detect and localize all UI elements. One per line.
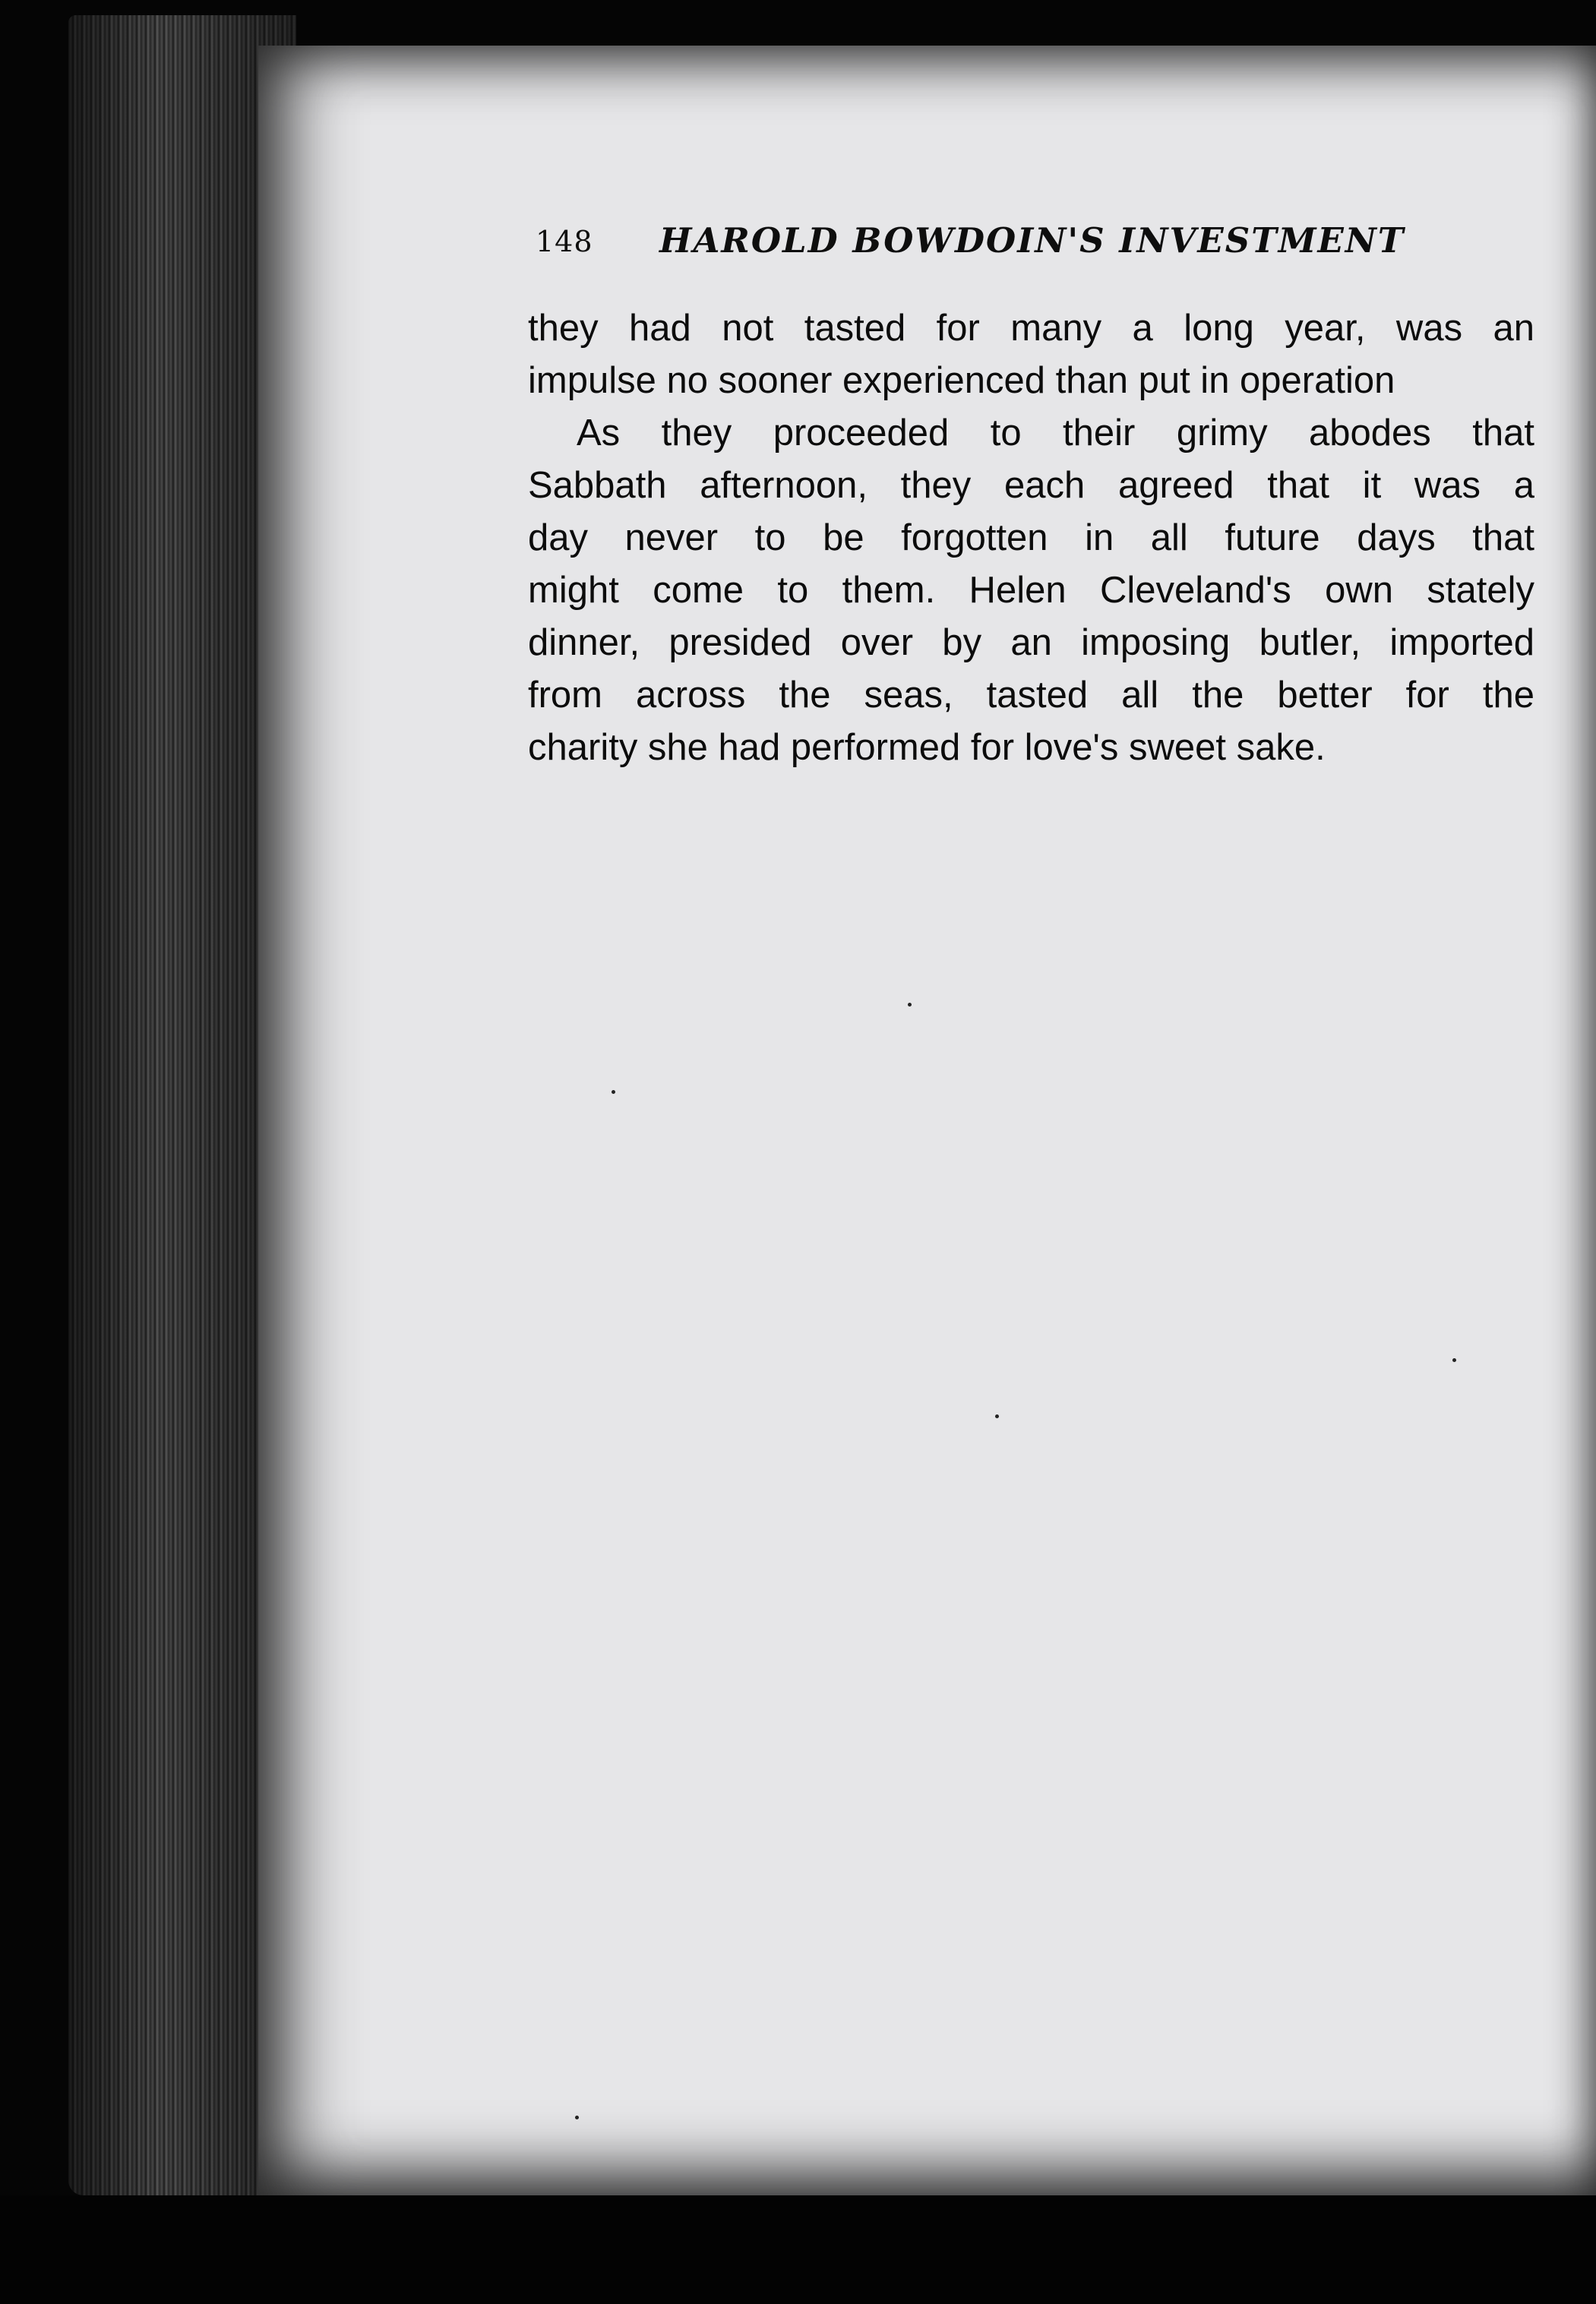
scan-bottom-border: [0, 2195, 1596, 2304]
body-text: [528, 302, 1534, 774]
text-line: day never to be forgotten in all future days that: [528, 517, 1534, 558]
scan-speck: [995, 1414, 999, 1418]
scan-speck: [612, 1090, 615, 1094]
text-line: from across the seas, tasted all the better for the: [528, 675, 1534, 716]
text-line: might come to them. Helen Cleveland's own stately: [528, 570, 1534, 611]
page-number: 148: [536, 225, 593, 258]
text-line: they had not tasted for many a long year, was an: [528, 308, 1534, 349]
text-line: Sabbath afternoon, they each agreed that it was a: [528, 465, 1534, 506]
text-line: As they proceeded to their grimy abodes that: [577, 412, 1534, 454]
running-head: HAROLD BOWDOIN'S INVESTMENT: [659, 220, 1405, 261]
scan-speck: [575, 2116, 579, 2119]
text-line: dinner, presided over by an imposing butler, imported: [528, 622, 1534, 663]
page-header: [536, 220, 1424, 273]
text-line: impulse no sooner experienced than put in operation: [528, 360, 1395, 401]
scan-speck: [908, 1003, 912, 1007]
scan-speck: [1452, 1358, 1456, 1362]
text-line: charity she had performed for love's sweet sake.: [528, 727, 1326, 768]
